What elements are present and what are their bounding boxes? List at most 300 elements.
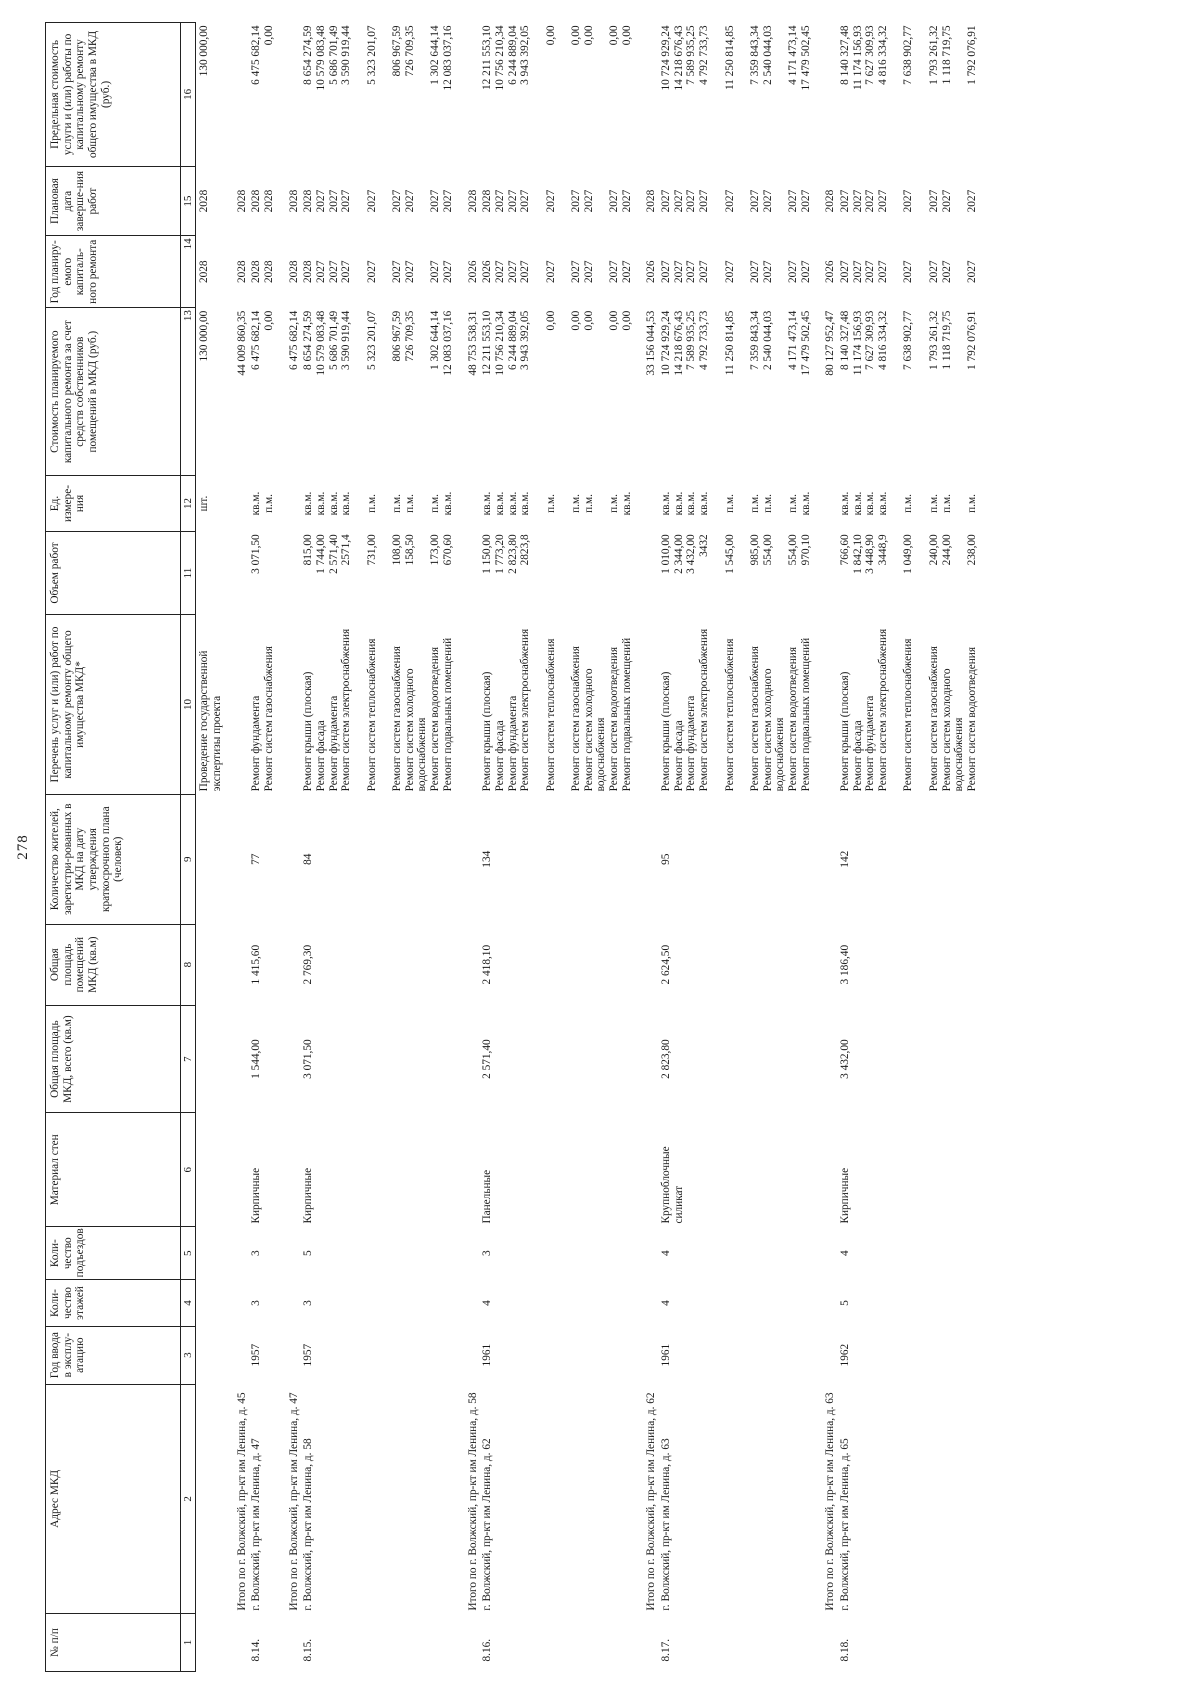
wall-material: Крупноблочные силикат [660,1146,685,1224]
cost: 4 816 334,32 [877,310,890,370]
volume: 2823,8 [519,534,532,566]
max-cost: 11 250 814,85 [723,25,736,91]
column-number: 14 [181,236,196,308]
header-cell: Год планиру-емого капиталь-ного ремонта [46,236,181,308]
work-name [915,618,928,792]
works-list [837,615,979,795]
unit: кв.м. [519,491,532,516]
floors: 3 [250,1300,263,1306]
repair-year: 2027 [544,260,557,284]
repair-year: 2027 [685,260,698,284]
total-date: 2028 [824,189,837,213]
unit [557,479,570,529]
repair-year: 2027 [391,260,404,284]
completion-date: 2027 [403,189,416,213]
header-cell: Адрес МКД [46,1384,181,1613]
volume: 2 344,00 [672,534,685,574]
cost: 0,00 [262,310,275,331]
column-number: 9 [181,794,196,924]
unit: кв.м. [620,491,633,516]
max-cost: 0,00 [608,25,621,46]
total-area: 2 571,40 [481,1039,494,1079]
building-address: г. Волжский, пр-кт им Ленина, д. 58 [302,1438,315,1611]
volume: 2571,4 [340,534,353,566]
years-list [837,236,979,308]
max-cost: 7 589 935,25 [685,25,698,85]
wall-material: Кирпичные [839,1167,852,1224]
unit: кв.м. [493,491,506,516]
column-number: 5 [181,1227,196,1280]
work-name: Ремонт систем водоотведения [429,646,442,792]
volume [621,534,634,611]
cost: 4 171 473,14 [787,310,799,370]
total-label: Итого по г. Волжский, пр-кт им Ленина, д. 58 [466,1392,479,1611]
repair-plan-table [45,22,979,1672]
cost: 6 475 682,14 [250,310,263,370]
unit: п.м. [787,494,799,513]
max-costs-list [248,23,275,167]
completion-date: 2027 [761,189,774,213]
cost: 8 140 327,48 [839,310,852,370]
premises-area: 2 769,30 [302,944,315,985]
total-row [633,23,658,1672]
work-name: Ремонт подвальных помещений [620,637,633,792]
work-name: Ремонт систем теплоснабжения [902,638,915,792]
work-name: Ремонт систем электроснабжения [698,628,711,792]
volume [915,534,928,611]
dates-list [248,166,275,236]
work-name: Ремонт крыши (плоская) [660,671,673,792]
floors: 5 [839,1300,852,1306]
cost [915,311,928,473]
completion-date: 2027 [748,189,761,213]
max-cost: 17 479 502,45 [799,25,812,91]
total-cost: 48 753 538,31 [466,310,479,376]
volume [570,534,583,611]
volume [378,534,391,611]
total-cost: 80 127 952,47 [824,310,837,376]
max-costs-list [479,23,633,167]
residents: 142 [839,850,852,868]
volume: 1 545,00 [723,534,736,574]
cost: 2 540 044,03 [761,310,774,370]
completion-date: 2027 [340,189,353,213]
building-address: г. Волжский, пр-кт им Ленина, д. 47 [250,1438,263,1611]
repair-year [736,239,749,305]
volumes-list [658,531,812,614]
total-area: 1 544,00 [250,1039,263,1079]
column-number: 8 [181,924,196,1005]
entrances: 3 [250,1250,263,1257]
unit: п.м. [965,494,978,513]
volume: 173,00 [429,534,442,566]
unit: п.м. [365,494,378,513]
total-label: Итого по г. Волжский, пр-кт им Ленина, д. 62 [645,1392,658,1611]
unit: п.м. [940,494,953,513]
work-name: Ремонт систем теплоснабжения [723,638,736,792]
max-cost [736,26,749,164]
work-name: Ремонт систем газоснабжения [927,646,940,792]
completion-date: 2027 [799,189,812,213]
total-label: Итого по г. Волжский, пр-кт им Ленина, д. 47 [287,1392,300,1611]
total-cost: 33 156 044,53 [645,310,658,376]
work-name: Ремонт крыши (плоская) [302,671,315,792]
unit: кв.м. [799,491,812,516]
unit: кв.м. [851,491,864,516]
total-year: 2028 [235,260,248,284]
work-name: Ремонт систем газоснабжения [570,646,582,792]
units-list [658,476,812,532]
max-cost [915,26,928,164]
volume [557,534,570,611]
max-cost: 8 140 327,48 [839,25,852,85]
repair-year: 2028 [262,260,275,284]
item-number: 8.17. [660,1638,673,1662]
unit: кв.м. [839,491,852,516]
cost: 6 244 889,04 [506,310,519,370]
work-name: Ремонт фасада [314,720,327,792]
completion-date: 2027 [685,189,698,213]
completion-date: 2027 [493,189,506,213]
repair-year: 2027 [570,260,582,284]
unit: кв.м. [685,491,698,516]
column-number: 2 [181,1384,196,1613]
work-name: Ремонт фасада [672,720,685,792]
entrances: 4 [839,1250,852,1257]
unit: кв.м. [864,491,877,516]
unit: п.м. [544,494,557,513]
rotated-table-area [15,22,1185,1672]
unit: кв.м. [340,491,353,516]
unit [736,479,749,529]
header-cell: Объем работ [46,531,181,614]
completion-date: 2027 [787,189,799,213]
completion-date: 2027 [851,189,864,213]
dates-list [837,166,979,236]
column-number: 1 [181,1614,196,1672]
work-name: Ремонт фундамента [506,695,519,792]
volume: 554,00 [787,534,799,566]
commission-year: 1957 [302,1343,315,1367]
volume: 1 150,00 [481,534,494,574]
max-cost: 4 792 733,73 [698,25,711,85]
commission-year: 1961 [481,1343,494,1367]
completion-date: 2028 [481,189,494,213]
repair-year: 2027 [851,260,864,284]
cost: 726 709,35 [403,310,416,362]
dates-list [300,166,454,236]
repair-year: 2027 [799,260,812,284]
volume: 108,00 [391,534,404,566]
repair-year: 2027 [620,260,633,284]
building-row [837,23,979,1672]
entrances: 5 [302,1250,315,1257]
volume: 158,50 [403,534,416,566]
cost: 5 686 701,49 [327,310,340,370]
max-cost: 5 686 701,49 [327,25,340,85]
volume: 3 071,50 [250,534,263,574]
costs-list [248,308,275,476]
volumes-list [248,531,275,614]
work-name: Ремонт систем теплоснабжения [365,638,378,792]
unit: кв.м. [327,491,340,516]
work-name: Ремонт систем водоотведения [787,646,799,792]
completion-date: 2028 [198,189,211,213]
work-name: Ремонт систем холодного водоснабжения [940,668,966,792]
total-year: 2026 [645,260,658,284]
works-list [658,615,812,795]
total-year: 2026 [824,260,837,284]
unit: кв.м. [314,491,327,516]
completion-date [915,169,928,233]
max-cost: 10 724 929,24 [660,25,673,91]
max-cost: 0,00 [544,25,557,46]
max-cost [557,26,570,164]
completion-date: 2027 [519,189,532,213]
years-list [479,236,633,308]
volume [545,534,558,611]
volume: 238,00 [965,534,978,566]
dates-list [479,166,633,236]
repair-year: 2028 [250,260,263,284]
repair-year: 2027 [314,260,327,284]
completion-date: 2027 [391,189,404,213]
volume [263,534,276,611]
volumes-list [837,531,979,614]
repair-year: 2027 [660,260,673,284]
building-address: г. Волжский, пр-кт им Ленина, д. 63 [660,1438,673,1611]
works-list [479,615,633,795]
floors: 4 [660,1300,673,1306]
volume: 1 842,10 [851,534,864,574]
cost: 1 793 261,32 [927,310,940,370]
max-cost: 12 211 553,10 [481,25,494,91]
volume: 970,10 [799,534,812,566]
header-cell: Общая площадь МКД, всего (кв.м) [46,1005,181,1113]
repair-year: 2027 [365,260,378,284]
unit: кв.м. [506,491,519,516]
header-cell: Материал стен [46,1113,181,1227]
premises-area: 2 418,10 [481,944,494,985]
work-name: Ремонт систем электроснабжения [519,628,532,792]
volume: 240,00 [927,534,940,566]
column-number: 7 [181,1005,196,1113]
completion-date: 2027 [620,189,633,213]
residents: 95 [660,853,673,865]
repair-year: 2027 [672,260,685,284]
completion-date: 2027 [365,189,378,213]
completion-date: 2027 [723,189,736,213]
unit [378,479,391,529]
unit: п.м. [570,494,582,513]
header-cell: Год ввода в эксплу-атацию [46,1326,181,1384]
cost: 1 792 076,91 [965,310,978,370]
units-list [300,476,454,532]
cost: 12 211 553,10 [481,310,494,376]
cost: 11 174 156,93 [851,310,864,376]
cost [378,311,391,473]
repair-year: 2027 [441,260,454,284]
max-cost: 726 709,35 [403,25,416,77]
unit: п.м. [262,494,275,513]
volume: 670,60 [441,534,454,566]
total-date: 2028 [645,189,658,213]
wall-material: Кирпичные [250,1167,263,1224]
years-list [248,236,275,308]
column-number: 4 [181,1280,196,1326]
repair-year: 2027 [403,260,416,284]
commission-year: 1962 [839,1343,852,1367]
header-cell: Общая площадь помещений МКД (кв.м) [46,924,181,1005]
repair-year: 2027 [340,260,353,284]
max-cost: 10 756 210,34 [493,25,506,91]
completion-date: 2027 [429,189,442,213]
repair-year: 2027 [927,260,940,284]
unit: п.м. [429,494,442,513]
unit: кв.м. [441,491,454,516]
cost: 8 654 274,59 [302,310,315,370]
completion-date: 2028 [302,189,315,213]
work-name: Ремонт систем электроснабжения [340,628,353,792]
work-name: Ремонт фасада [493,720,506,792]
repair-year: 2027 [608,260,621,284]
repair-year: 2027 [839,260,852,284]
max-cost: 11 174 156,93 [851,25,864,91]
unit: п.м. [608,494,621,513]
cost: 5 323 201,07 [365,310,378,370]
cost: 10 579 083,48 [314,310,327,376]
cost: 1 118 719,75 [940,310,953,370]
work-name: Ремонт систем холодного водоснабжения [761,668,787,792]
max-cost: 806 967,59 [391,25,404,77]
max-costs-list [300,23,454,167]
completion-date: 2027 [864,189,877,213]
work-name: Ремонт подвальных помещений [441,637,454,792]
item-number: 8.14. [250,1638,263,1662]
header-row [46,23,181,1672]
column-number-row [181,23,196,1672]
column-number: 12 [181,476,196,532]
max-cost: 3 590 919,44 [340,25,353,85]
total-cost: 44 009 860,35 [235,310,248,376]
max-cost: 3 943 392,05 [519,25,532,85]
item-number: 8.15. [302,1638,315,1662]
cost: 7 589 935,25 [685,310,698,370]
building-address: г. Волжский, пр-кт им Ленина, д. 62 [481,1438,494,1611]
premises-area: 3 186,40 [839,944,852,985]
column-number: 10 [181,615,196,795]
repair-year: 2027 [698,260,711,284]
unit: кв.м. [481,491,494,516]
max-cost: 7 638 902,77 [902,25,915,85]
max-cost: 130 000,00 [198,25,211,77]
completion-date: 2027 [940,189,953,213]
volume: 985,00 [748,534,761,566]
header-cell: Предельная стоимость услуги и (или) работы по капитальному ремонту общего имущества в МКД (руб.) [46,23,181,167]
volume [736,534,749,611]
unit: кв.м. [877,491,890,516]
volume: 3 448,90 [864,534,877,574]
cost [736,311,749,473]
max-costs-list [658,23,812,167]
completion-date: 2027 [660,189,673,213]
completion-date: 2027 [698,189,711,213]
cost: 0,00 [620,310,633,331]
building-row [479,23,633,1672]
work-name: Ремонт систем холодного водоснабжения [582,668,608,792]
unit [915,479,928,529]
costs-list [479,308,633,476]
total-cost: 6 475 682,14 [287,310,300,370]
table-row [196,23,224,1672]
cost: 806 967,59 [391,310,404,362]
completion-date [736,169,749,233]
max-cost: 2 540 044,03 [761,25,774,85]
unit: кв.м. [660,491,673,516]
completion-date: 2027 [327,189,340,213]
header-cell: Ед. измере-ния [46,476,181,532]
volume: 3432 [698,534,711,557]
completion-date: 2027 [902,189,915,213]
work-name: Ремонт систем газоснабжения [748,646,761,792]
commission-year: 1957 [250,1343,263,1367]
unit: п.м. [391,494,404,513]
cost: 10 756 210,34 [493,310,506,376]
costs-list [837,308,979,476]
work-name: Проведение государственной экспертизы проекта [198,650,223,792]
cost: 12 083 037,16 [441,310,454,376]
repair-year: 2027 [506,260,519,284]
repair-year: 2027 [519,260,532,284]
repair-year: 2027 [748,260,761,284]
unit: кв.м. [672,491,685,516]
repair-year: 2028 [302,260,315,284]
unit: п.м. [748,494,761,513]
unit: п.м. [723,494,736,513]
building-address: г. Волжский, пр-кт им Ленина, д. 65 [839,1438,852,1611]
max-cost: 1 118 719,75 [940,25,953,85]
work-name: Ремонт фундамента [250,695,263,792]
work-name: Ремонт систем газоснабжения [391,646,404,792]
work-name [736,618,749,792]
volume: 3 432,00 [685,534,698,574]
cost: 3 590 919,44 [340,310,353,370]
repair-year: 2028 [198,260,211,284]
volumes-list [479,531,633,614]
work-name: Ремонт систем электроснабжения [877,628,890,792]
wall-material: Панельные [481,1169,494,1224]
item-number: 8.18. [839,1638,852,1662]
cost: 0,00 [582,310,595,331]
unit: п.м. [761,494,774,513]
work-name: Ремонт фасада [851,720,864,792]
unit: кв.м. [250,491,263,516]
total-date: 2028 [466,189,479,213]
repair-year: 2027 [493,260,506,284]
work-name: Ремонт систем водоотведения [965,646,978,792]
building-row [658,23,812,1672]
works-list [248,615,275,795]
volume [608,534,621,611]
unit: шт. [198,495,211,512]
premises-area: 1 415,60 [250,944,263,985]
header-cell: № п/п [46,1614,181,1672]
page-number: 278 [15,834,31,860]
header-cell: Коли-чество подъездов [46,1227,181,1280]
cost: 7 638 902,77 [902,310,915,370]
total-area: 3 071,50 [302,1039,315,1079]
total-year: 2028 [287,260,300,284]
